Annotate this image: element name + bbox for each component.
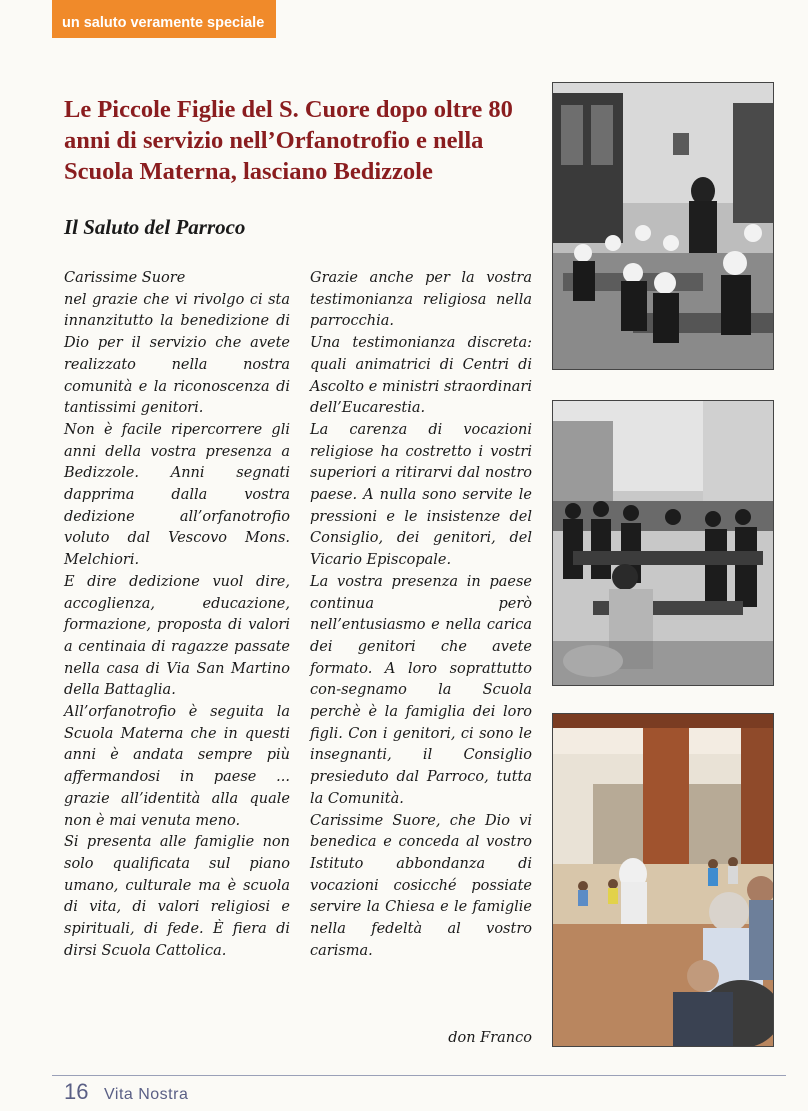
courtyard-photo: [552, 713, 774, 1047]
paragraph: Non è facile ripercorrere gli anni della vostra presenza a Bedizzole. Anni segnati dapprima dalla vostra dedizione all’orfanotrofio voluto dal Vescovo Mons. Melchiori.: [64, 421, 290, 569]
paragraph: Una testimonianza discreta: quali animatrici di Centri di Ascolto e ministri straordinari dell’Eucarestia.: [310, 335, 532, 417]
text-column-right: [310, 268, 532, 963]
article-subheading: Il Saluto del Parroco: [64, 215, 246, 239]
article-headline: Le Piccole Figlie del S. Cuore dopo oltre 80 anni di servizio nell’Orfanotrofio e nella Scuola Materna, lasciano Bedizzole: [64, 96, 513, 185]
workshop-photo: [552, 400, 774, 686]
paragraph: All’orfanotrofio è seguita la Scuola Materna che in questi anni è andata sempre più affermandosi in paese ... grazie all’identità alla quale non è mai venuta meno.: [64, 704, 290, 829]
magazine-name: Vita Nostra: [104, 1086, 189, 1103]
signature: don Franco: [448, 1030, 532, 1046]
classroom-photo: [552, 82, 774, 370]
paragraph: La carenza di vocazioni religiose ha costretto i vostri superiori a ritirarvi dal nostro paese. A nulla sono servite le pressioni e le insistenze del Consiglio, dei genitori, del Vicario Episcopale.: [310, 421, 532, 569]
paragraph: Carissime Suore, che Dio vi benedica e conceda al vostro Istituto abbondanza di vocazioni cosicché possiate servire la Chiesa e le famiglie nella fedeltà al vostro carisma.: [310, 812, 532, 959]
paragraph: E dire dedizione vuol dire, accoglienza, educazione, formazione, proposta di valori a centinaia di ragazze passate nella casa di Via San Martino della Battaglia.: [64, 573, 290, 699]
paragraph: nel grazie che vi rivolgo ci sta innanzitutto la benedizione di Dio per il servizio che avete realizzato nella nostra comunità e la riconoscenza di tantissimi genitori.: [64, 291, 290, 417]
text-column-left: [64, 268, 290, 963]
paragraph: Grazie anche per la vostra testimonianza religiosa nella parrocchia.: [310, 270, 532, 330]
paragraph: La vostra presenza in paese continua però nell’entusiasmo e nella carica dei genitori che avete formato. A loro soprattutto con-segnamo la Scuola perchè è la famiglia dei loro figli. Con i genitori, ci sono le insegnanti, il Consiglio presieduto dal Parroco, tutta la Comunità.: [310, 573, 532, 807]
footer-rule: [52, 1075, 786, 1076]
section-tab: un saluto veramente speciale: [52, 0, 276, 38]
paragraph: Carissime Suore: [64, 270, 186, 286]
page-number: 16: [64, 1079, 89, 1104]
paragraph: Si presenta alle famiglie non solo qualificata sul piano umano, culturale ma è scuola di vita, di valori religiosi e spirituali, di fede. È fiera di dirsi Scuola Cattolica.: [64, 834, 290, 959]
